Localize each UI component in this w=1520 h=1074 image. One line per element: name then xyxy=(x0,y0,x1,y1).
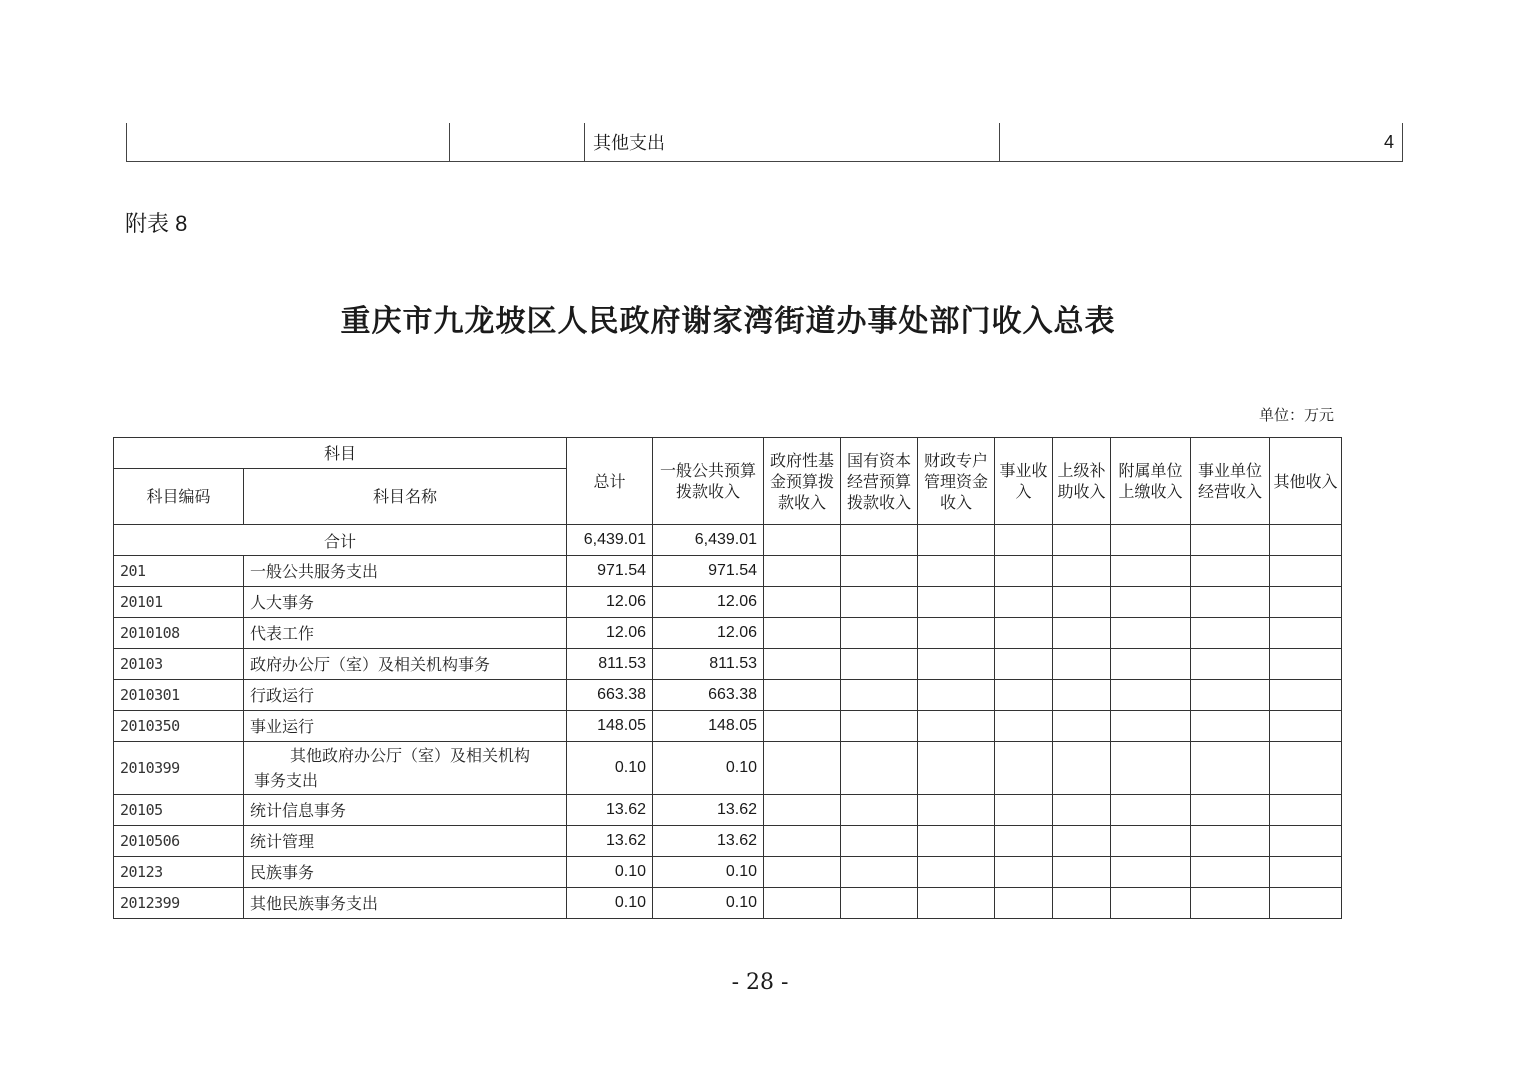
row-name xyxy=(244,742,567,795)
table-row xyxy=(114,618,1342,649)
row-total: 663.38 xyxy=(567,680,653,711)
header-affiliated-units: 附属单位上缴收入 xyxy=(1111,438,1191,525)
table-row xyxy=(114,795,1342,826)
row-code: 20101 xyxy=(114,587,244,618)
total-sum: 6,439.01 xyxy=(567,525,653,556)
row-code: 20103 xyxy=(114,649,244,680)
row-general: 0.10 xyxy=(653,888,764,919)
row-general: 811.53 xyxy=(653,649,764,680)
row-name: 其他民族事务支出 xyxy=(244,888,567,919)
prev-cell-empty-1 xyxy=(127,123,450,162)
table-row xyxy=(114,857,1342,888)
prev-cell-empty-2 xyxy=(450,123,585,162)
row-general: 0.10 xyxy=(653,742,764,795)
header-state-capital: 国有资本经营预算拨款收入 xyxy=(841,438,918,525)
page-number: - 28 - xyxy=(731,970,789,995)
row-total: 13.62 xyxy=(567,795,653,826)
row-total: 12.06 xyxy=(567,618,653,649)
row-code: 2010506 xyxy=(114,826,244,857)
row-general: 663.38 xyxy=(653,680,764,711)
row-general: 13.62 xyxy=(653,795,764,826)
total-label: 合计 xyxy=(114,525,567,556)
header-row-1 xyxy=(114,438,1342,469)
row-total: 148.05 xyxy=(567,711,653,742)
header-other-income: 其他收入 xyxy=(1270,438,1342,525)
row-code: 2010399 xyxy=(114,742,244,795)
row-total: 13.62 xyxy=(567,826,653,857)
row-total: 971.54 xyxy=(567,556,653,587)
row-name: 行政运行 xyxy=(244,680,567,711)
header-name: 科目名称 xyxy=(244,469,567,525)
row-name: 人大事务 xyxy=(244,587,567,618)
header-general-budget: 一般公共预算拨款收入 xyxy=(653,438,764,525)
row-code: 2010301 xyxy=(114,680,244,711)
row-general: 13.62 xyxy=(653,826,764,857)
row-name: 一般公共服务支出 xyxy=(244,556,567,587)
row-total: 811.53 xyxy=(567,649,653,680)
prev-cell-value: 4 xyxy=(1000,123,1403,162)
row-general: 971.54 xyxy=(653,556,764,587)
row-total: 0.10 xyxy=(567,742,653,795)
table-row xyxy=(114,556,1342,587)
previous-table-row xyxy=(127,123,1403,162)
previous-table-fragment xyxy=(126,123,1403,162)
row-name: 代表工作 xyxy=(244,618,567,649)
row-code: 20123 xyxy=(114,857,244,888)
table-row xyxy=(114,742,1342,795)
income-summary-table xyxy=(113,437,1342,919)
row-general: 12.06 xyxy=(653,618,764,649)
page-title: 重庆市九龙坡区人民政府谢家湾街道办事处部门收入总表 xyxy=(340,304,1116,339)
header-code: 科目编码 xyxy=(114,469,244,525)
header-subject: 科目 xyxy=(114,438,567,469)
row-general: 12.06 xyxy=(653,587,764,618)
header-unit-operation: 事业单位经营收入 xyxy=(1191,438,1270,525)
header-business-income: 事业收入 xyxy=(995,438,1053,525)
row-code: 2010108 xyxy=(114,618,244,649)
row-name-line1: 其他政府办公厅（室）及相关机构 xyxy=(290,746,531,765)
table-row xyxy=(114,711,1342,742)
appendix-label: 附表 8 xyxy=(125,211,188,236)
header-fiscal-account: 财政专户管理资金收入 xyxy=(918,438,995,525)
row-name: 政府办公厅（室）及相关机构事务 xyxy=(244,649,567,680)
total-general: 6,439.01 xyxy=(653,525,764,556)
row-code: 2012399 xyxy=(114,888,244,919)
table-row xyxy=(114,888,1342,919)
header-gov-fund: 政府性基金预算拨款收入 xyxy=(764,438,841,525)
row-general: 0.10 xyxy=(653,857,764,888)
row-name-line2: 事务支出 xyxy=(254,771,319,790)
table-row xyxy=(114,587,1342,618)
table-row xyxy=(114,649,1342,680)
row-name: 统计信息事务 xyxy=(244,795,567,826)
row-code: 201 xyxy=(114,556,244,587)
header-total: 总计 xyxy=(567,438,653,525)
row-name: 民族事务 xyxy=(244,857,567,888)
prev-cell-label: 其他支出 xyxy=(585,123,1000,162)
row-total: 0.10 xyxy=(567,857,653,888)
table-row xyxy=(114,826,1342,857)
row-total: 0.10 xyxy=(567,888,653,919)
row-general: 148.05 xyxy=(653,711,764,742)
header-superior-subsidy: 上级补助收入 xyxy=(1053,438,1111,525)
row-code: 20105 xyxy=(114,795,244,826)
row-name: 事业运行 xyxy=(244,711,567,742)
table-row xyxy=(114,680,1342,711)
row-code: 2010350 xyxy=(114,711,244,742)
total-row xyxy=(114,525,1342,556)
unit-label: 单位：万元 xyxy=(1258,406,1334,424)
row-total: 12.06 xyxy=(567,587,653,618)
row-name: 统计管理 xyxy=(244,826,567,857)
